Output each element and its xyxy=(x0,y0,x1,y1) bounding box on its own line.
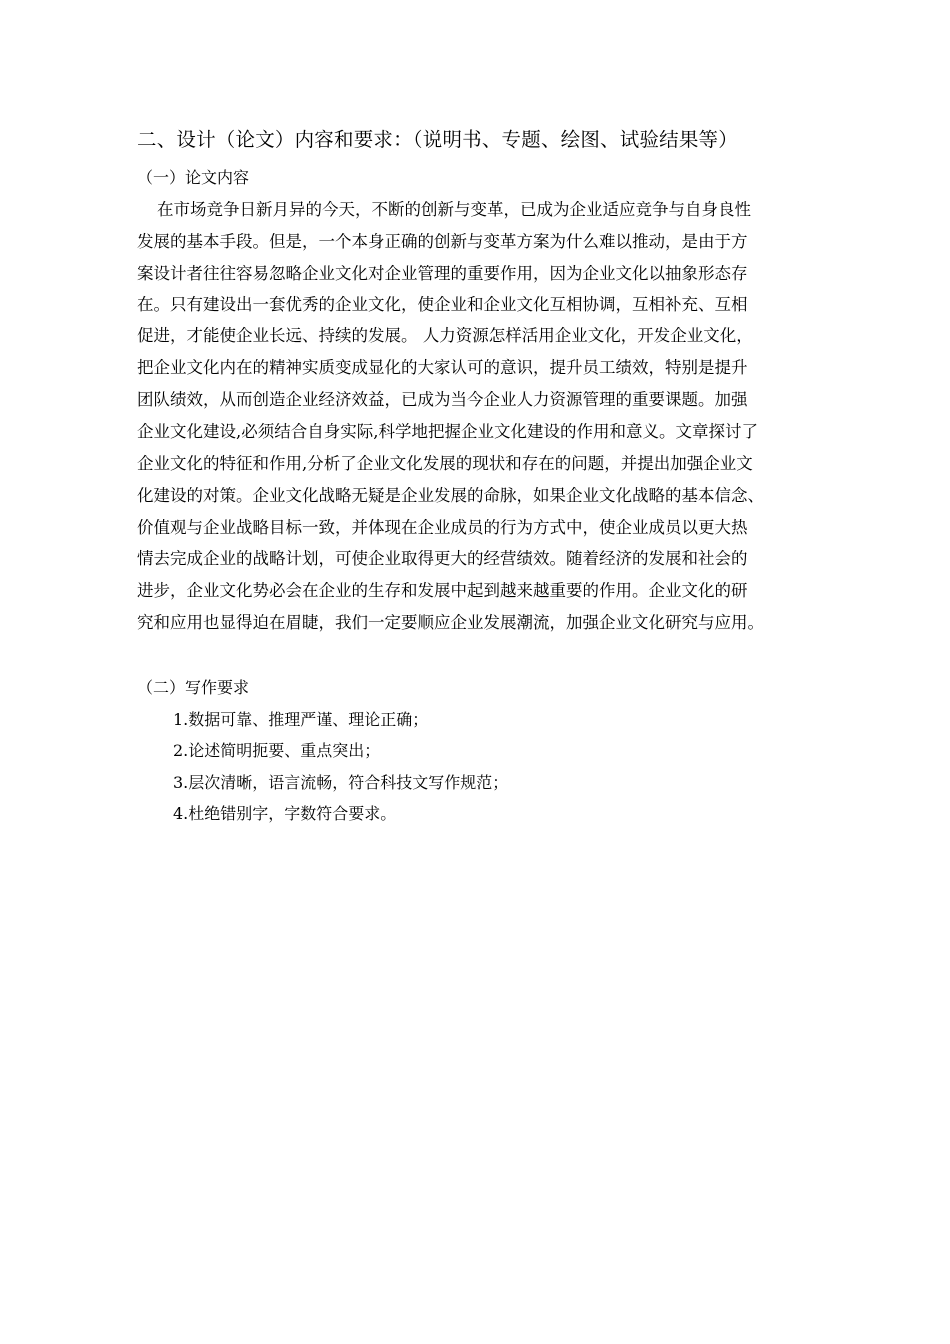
list-item: 2.论述简明扼要、重点突出； xyxy=(173,741,381,760)
paragraph-line: 案设计者往往容易忽略企业文化对企业管理的重要作用，因为企业文化以抽象形态存 xyxy=(137,264,748,283)
paragraph-line: 在。只有建设出一套优秀的企业文化，使企业和企业文化互相协调，互相补充、互相 xyxy=(137,295,748,314)
list-item: 4.杜绝错别字，字数符合要求。 xyxy=(173,804,397,823)
part1-title: （一）论文内容 xyxy=(137,168,250,187)
paragraph-line: 进步，企业文化势必会在企业的生存和发展中起到越来越重要的作用。企业文化的研 xyxy=(137,581,748,600)
paragraph-line: 企业文化的特征和作用,分析了企业文化发展的现状和存在的问题，并提出加强企业文 xyxy=(137,454,753,473)
paragraph-line: 企业文化建设,必须结合自身实际,科学地把握企业文化建设的作用和意义。文章探讨了 xyxy=(137,422,758,441)
paragraph-line: 情去完成企业的战略计划，可使企业取得更大的经营绩效。随着经济的发展和社会的 xyxy=(137,549,748,568)
paragraph-line: 发展的基本手段。但是，一个本身正确的创新与变革方案为什么难以推动，是由于方 xyxy=(137,232,748,251)
part2-title: （二）写作要求 xyxy=(137,678,250,697)
paragraph-line: 促进，才能使企业长远、持续的发展。 人力资源怎样活用企业文化，开发企业文化， xyxy=(137,326,753,345)
paragraph-line: 团队绩效，从而创造企业经济效益，已成为当今企业人力资源管理的重要课题。加强 xyxy=(137,390,748,409)
paragraph-line: 在市场竞争日新月异的今天，不断的创新与变革，已成为企业适应竞争与自身良性 xyxy=(157,200,751,219)
paragraph-line: 把企业文化内在的精神实质变成显化的大家认可的意识，提升员工绩效，特别是提升 xyxy=(137,358,748,377)
paragraph-line: 究和应用也显得迫在眉睫，我们一定要顺应企业发展潮流，加强企业文化研究与应用。 xyxy=(137,613,764,632)
list-item: 3.层次清晰，语言流畅，符合科技文写作规范； xyxy=(173,773,509,792)
section-heading: 二、设计（论文）内容和要求：（说明书、专题、绘图、试验结果等） xyxy=(137,128,738,151)
paragraph-line: 化建设的对策。企业文化战略无疑是企业发展的命脉，如果企业文化战略的基本信念、 xyxy=(137,486,764,505)
list-item: 1.数据可靠、推理严谨、理论正确； xyxy=(173,710,429,729)
paragraph-line: 价值观与企业战略目标一致，并体现在企业成员的行为方式中，使企业成员以更大热 xyxy=(137,518,748,537)
